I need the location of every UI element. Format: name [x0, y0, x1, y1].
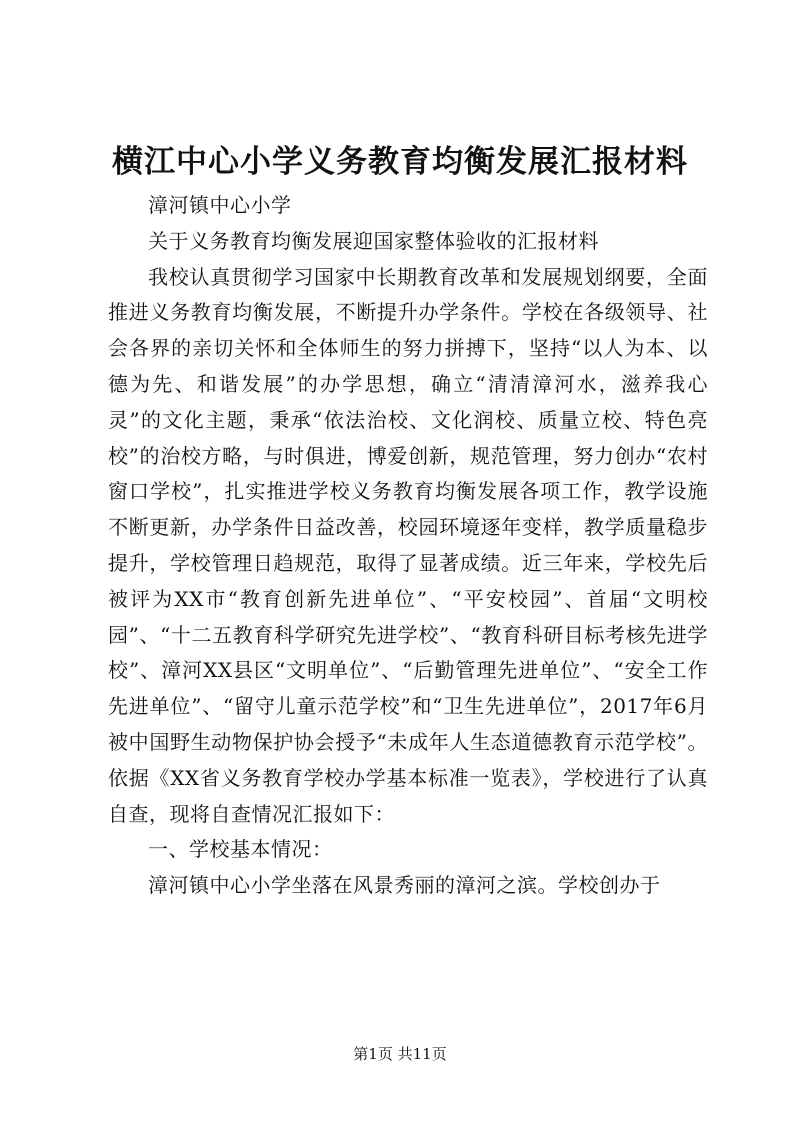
school-name-line: 漳河镇中心小学 — [148, 193, 292, 217]
document-body — [108, 188, 708, 904]
intro-paragraph: 我校认真贯彻学习国家中长期教育改革和发展规划纲要，全面推进义务教育均衡发展，不断提升办学条件。学校在各级领导、社会各界的亲切关怀和全体师生的努力拼搏下，坚持“以人为本、以德为先、和谐发展”的办学思想，确立“清清漳河水，滋养我心灵”的文化主题，秉承“依法治校、文化润校、质量立校、特色亮校”的治校方略，与时俱进，博爱创新，规范管理，努力创办“农村窗口学校”，扎实推进学校义务教育均衡发展各项工作，教学设施不断更新，办学条件日益改善，校园环境逐年变样，教学质量稳步提升，学校管理日趋规范，取得了显著成绩。近三年来，学校先后被评为XX市“教育创新先进单位”、“平安校园”、首届“文明校园”、“十二五教育科学研究先进学校”、“教育科研目标考核先进学校”、漳河XX县区“文明单位”、“后勤管理先进单位”、“安全工作先进单位”、“留守儿童示范学校”和“卫生先进单位”，2017年6月被中国野生动物保护协会授予“未成年人生态道德教育示范学校”。依据《XX省义务教育学校办学基本标准一览表》，学校进行了认真自查，现将自查情况汇报如下： — [108, 264, 708, 826]
document-title: 横江中心小学义务教育均衡发展汇报材料 — [112, 144, 688, 180]
section-heading-basic-info: 一、学校基本情况： — [148, 837, 333, 862]
page-footer: 第1页 共11页 — [353, 1045, 447, 1063]
report-subtitle: 关于义务教育均衡发展迎国家整体验收的汇报材料 — [148, 228, 599, 253]
basic-info-paragraph: 漳河镇中心小学坐落在风景秀丽的漳河之滨。学校创办于 — [148, 873, 661, 898]
